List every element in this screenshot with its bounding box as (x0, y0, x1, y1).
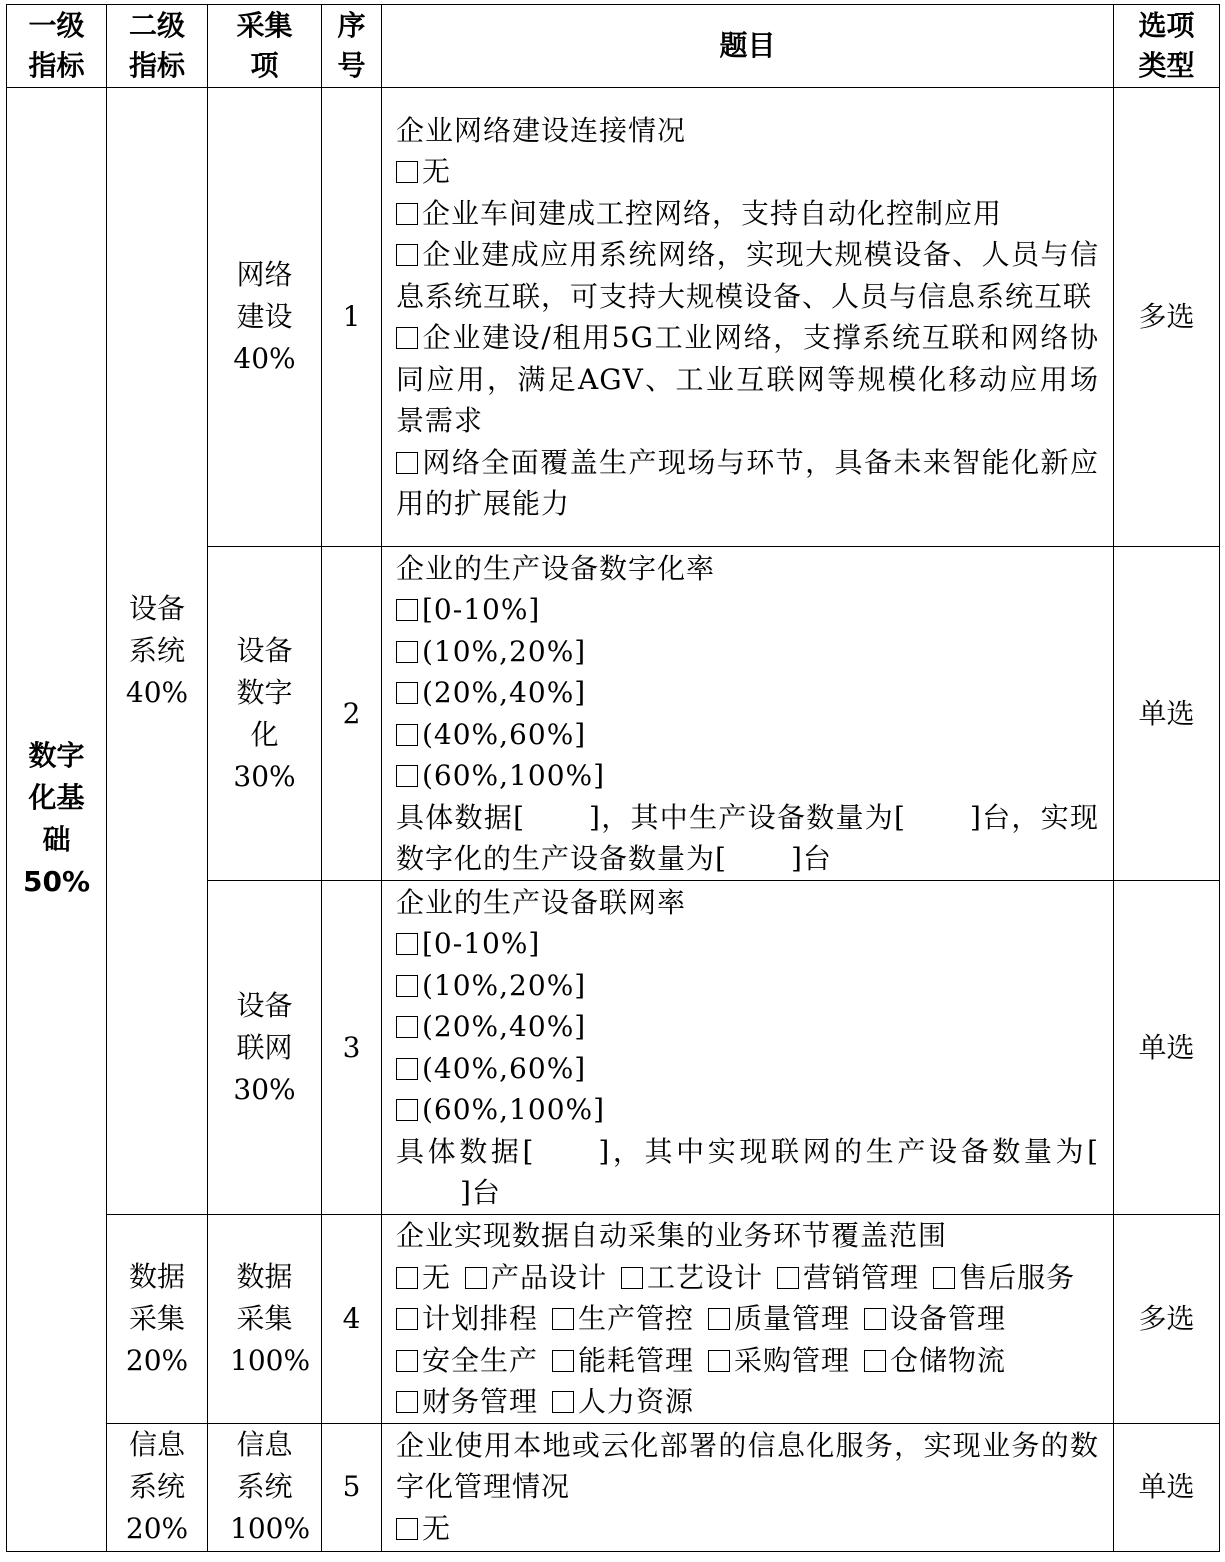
question-cell (382, 881, 1114, 1215)
checkbox-icon[interactable] (396, 327, 418, 349)
checkbox-icon[interactable] (396, 203, 418, 225)
checkbox-icon[interactable] (396, 933, 418, 955)
number-cell: 1 (322, 88, 382, 547)
option-type-cell: 多选 (1114, 1215, 1220, 1424)
checkbox-icon[interactable] (396, 1016, 418, 1038)
checkbox-icon[interactable] (396, 975, 418, 997)
option-type-cell: 多选 (1114, 88, 1220, 547)
option-item[interactable]: [0-10%] (396, 589, 1099, 631)
option-item[interactable]: (60%,100%] (396, 755, 1099, 797)
option-item[interactable]: 产品设计 (465, 1257, 607, 1299)
item-cell: 设备联网30% (208, 881, 322, 1215)
detail-text: 具体数据[ ]，其中实现联网的生产设备数量为[]台 (396, 1134, 1099, 1209)
option-item[interactable]: 无 (396, 1508, 1099, 1550)
question-title: 企业网络建设连接情况 (396, 113, 687, 147)
question-cell (382, 1215, 1114, 1424)
option-item[interactable]: (40%,60%] (396, 1048, 1099, 1090)
level1-cell: 数字化基础50% (7, 88, 107, 1552)
number-cell: 2 (322, 547, 382, 881)
level2-cell: 信息系统20% (107, 1423, 208, 1551)
option-item[interactable]: 网络全面覆盖生产现场与环节，具备未来智能化新应用的扩展能力 (396, 445, 1099, 520)
option-item[interactable]: (60%,100%] (396, 1089, 1099, 1131)
item-cell: 网络建设40% (208, 88, 322, 547)
checkbox-icon[interactable] (552, 1350, 574, 1372)
checkbox-icon[interactable] (396, 1391, 418, 1413)
checkbox-icon[interactable] (465, 1267, 487, 1289)
checkbox-icon[interactable] (777, 1267, 799, 1289)
checkbox-icon[interactable] (396, 1058, 418, 1080)
header-item: 采集项 (208, 5, 322, 88)
checkbox-icon[interactable] (864, 1350, 886, 1372)
indicator-table (6, 4, 1220, 1552)
table-row (7, 88, 1220, 547)
item-cell: 设备数字化30% (208, 547, 322, 881)
option-item[interactable]: 无 (396, 1257, 451, 1299)
detail-text: 具体数据[ ]，其中生产设备数量为[ ]台，实现数字化的生产设备数量为[ ]台 (396, 800, 1099, 875)
option-type-cell: 单选 (1114, 881, 1220, 1215)
option-item[interactable]: 售后服务 (933, 1257, 1075, 1299)
option-item[interactable]: 企业建设/租用5G工业网络，支撑系统互联和网络协同应用，满足AGV、工业互联网等规模化移动应用场景需求 (396, 321, 1099, 437)
option-type-cell: 单选 (1114, 547, 1220, 881)
level2-cell: 数据采集20% (107, 1215, 208, 1424)
number-cell: 3 (322, 881, 382, 1215)
option-item[interactable]: 营销管理 (777, 1257, 919, 1299)
table-row (7, 1215, 1220, 1424)
option-item[interactable]: (20%,40%] (396, 1006, 1099, 1048)
checkbox-icon[interactable] (621, 1267, 643, 1289)
table-row (7, 1423, 1220, 1551)
option-item[interactable]: 人力资源 (552, 1381, 694, 1423)
option-item[interactable]: 能耗管理 (552, 1340, 694, 1382)
option-item[interactable]: 设备管理 (864, 1298, 1006, 1340)
checkbox-icon[interactable] (396, 641, 418, 663)
checkbox-icon[interactable] (396, 161, 418, 183)
header-level2: 二级指标 (107, 5, 208, 88)
question-title: 企业实现数据自动采集的业务环节覆盖范围 (396, 1219, 948, 1252)
checkbox-icon[interactable] (396, 599, 418, 621)
option-item[interactable]: (10%,20%] (396, 965, 1099, 1007)
option-item[interactable]: 质量管理 (708, 1298, 850, 1340)
header-option-type: 选项类型 (1114, 5, 1220, 88)
checkbox-icon[interactable] (933, 1267, 955, 1289)
number-cell: 5 (322, 1423, 382, 1551)
question-title: 企业的生产设备数字化率 (396, 551, 716, 585)
question-cell (382, 547, 1114, 881)
header-question: 题目 (382, 5, 1114, 88)
number-cell: 4 (322, 1215, 382, 1424)
option-item[interactable]: 财务管理 (396, 1381, 538, 1423)
checkbox-icon[interactable] (396, 765, 418, 787)
checkbox-icon[interactable] (396, 1518, 418, 1540)
option-item[interactable]: 工艺设计 (621, 1257, 763, 1299)
option-type-cell: 单选 (1114, 1423, 1220, 1551)
option-item[interactable]: 计划排程 (396, 1298, 538, 1340)
header-number: 序号 (322, 5, 382, 88)
option-item[interactable]: 无 (396, 151, 1099, 193)
question-title: 企业使用本地或云化部署的信息化服务，实现业务的数字化管理情况 (396, 1428, 1099, 1504)
checkbox-icon[interactable] (552, 1308, 574, 1330)
checkbox-icon[interactable] (396, 724, 418, 746)
option-item[interactable]: (10%,20%] (396, 631, 1099, 673)
checkbox-icon[interactable] (396, 1350, 418, 1372)
question-cell (382, 88, 1114, 547)
header-level1: 一级指标 (7, 5, 107, 88)
checkbox-icon[interactable] (708, 1308, 730, 1330)
option-item[interactable]: 生产管控 (552, 1298, 694, 1340)
question-title: 企业的生产设备联网率 (396, 885, 687, 919)
checkbox-icon[interactable] (396, 1099, 418, 1121)
checkbox-icon[interactable] (552, 1391, 574, 1413)
question-cell (382, 1423, 1114, 1551)
header-row (7, 5, 1220, 88)
checkbox-icon[interactable] (396, 682, 418, 704)
checkbox-icon[interactable] (396, 244, 418, 266)
checkbox-icon[interactable] (396, 1267, 418, 1289)
checkbox-icon[interactable] (396, 1308, 418, 1330)
item-cell: 信息系统100% (208, 1423, 322, 1551)
checkbox-icon[interactable] (864, 1308, 886, 1330)
level2-cell: 设备系统40% (107, 88, 208, 1215)
option-item[interactable]: 安全生产 (396, 1340, 538, 1382)
checkbox-icon[interactable] (396, 452, 418, 474)
option-item[interactable]: (40%,60%] (396, 714, 1099, 756)
option-item[interactable]: 企业建成应用系统网络，实现大规模设备、人员与信息系统互联，可支持大规模设备、人员与信息系统互联 (396, 238, 1099, 313)
option-item[interactable]: [0-10%] (396, 923, 1099, 965)
option-item[interactable]: 企业车间建成工控网络，支持自动化控制应用 (396, 193, 1099, 235)
option-item[interactable]: 仓储物流 (864, 1340, 1006, 1382)
option-item[interactable]: 采购管理 (708, 1340, 850, 1382)
option-item[interactable]: (20%,40%] (396, 672, 1099, 714)
item-cell: 数据采集100% (208, 1215, 322, 1424)
checkbox-icon[interactable] (708, 1350, 730, 1372)
